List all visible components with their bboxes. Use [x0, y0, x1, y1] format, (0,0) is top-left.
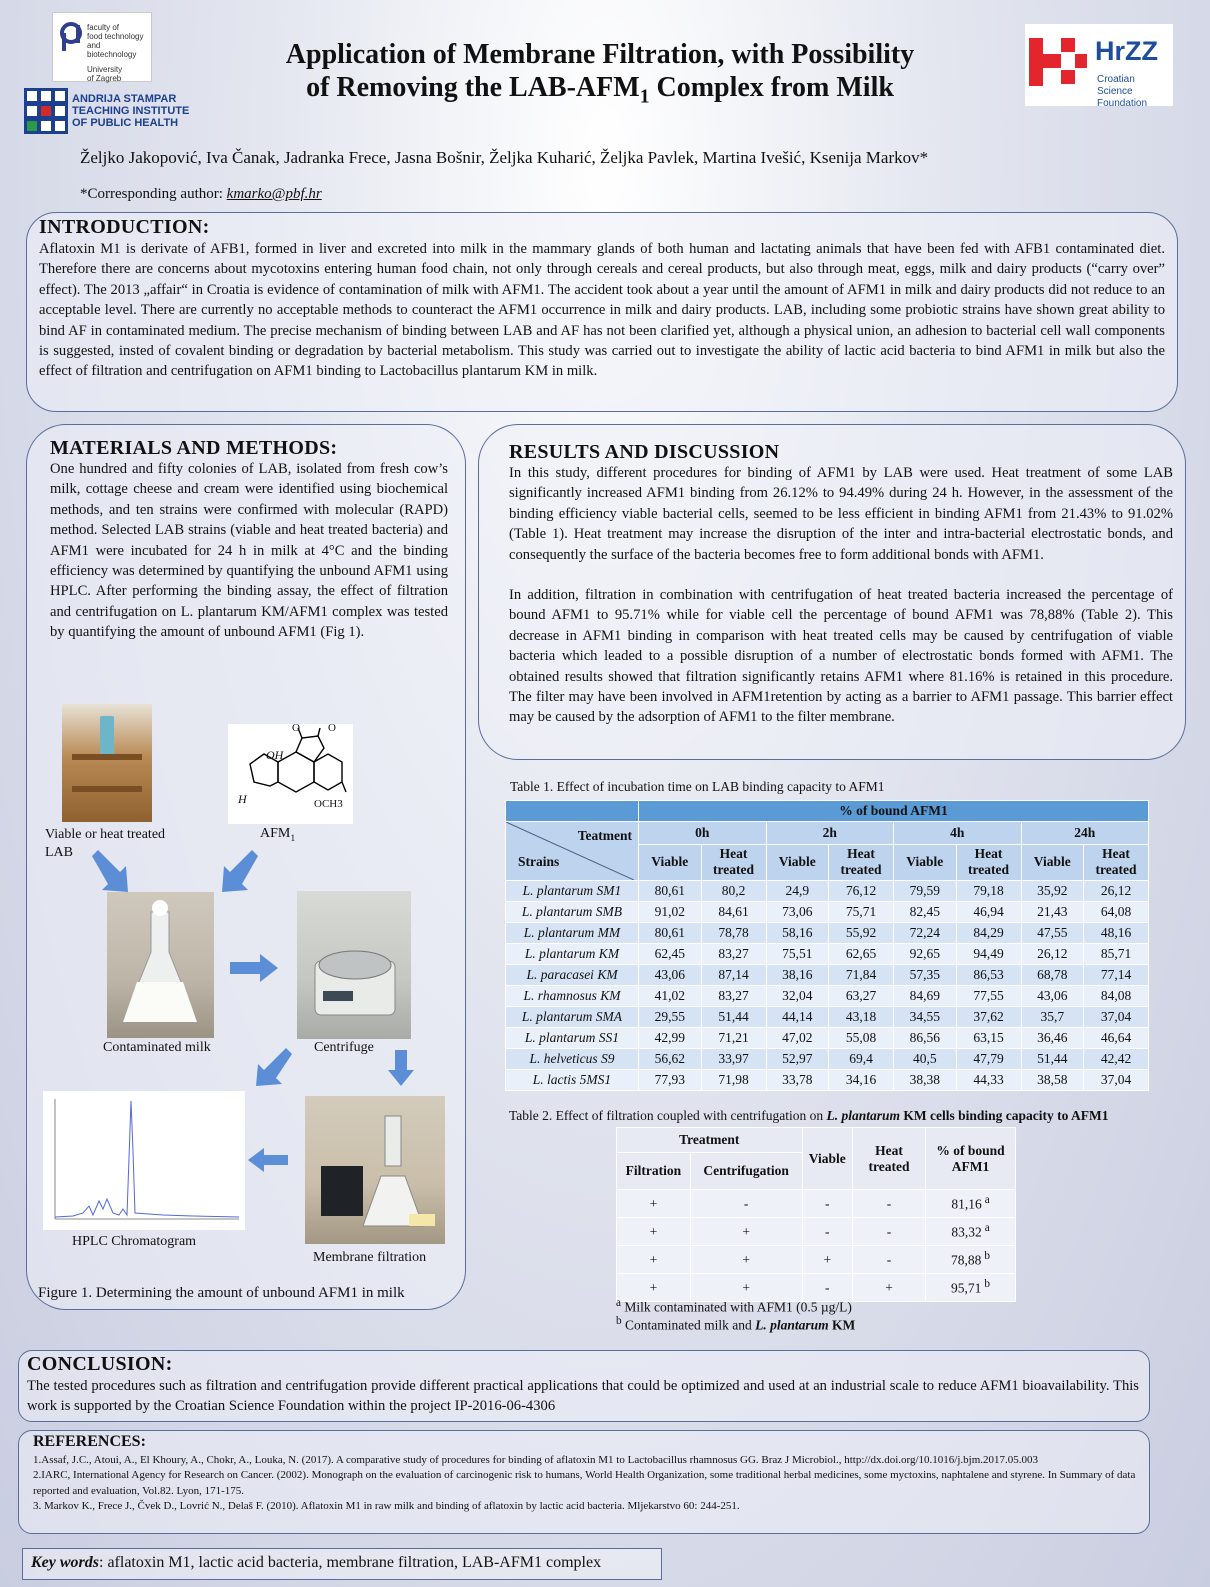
value-cell: 94,49	[956, 944, 1021, 965]
value-cell: 71,98	[701, 1070, 766, 1091]
value-cell: 46,94	[956, 902, 1021, 923]
stampar-line3: OF PUBLIC HEALTH	[72, 117, 179, 129]
value-cell: 84,29	[956, 923, 1021, 944]
conclusion-title: CONCLUSION:	[27, 1353, 173, 1375]
value-cell: 48,16	[1084, 923, 1149, 944]
value-cell: 38,38	[894, 1070, 957, 1091]
strain-cell: L. paracasei KM	[506, 965, 639, 986]
value-cell: 87,14	[701, 965, 766, 986]
struct-oh: OH	[266, 748, 284, 762]
value-cell: 42,42	[1084, 1049, 1149, 1070]
t2-centrifugation: Centrifugation	[690, 1153, 802, 1190]
value-cell: 47,55	[1021, 923, 1084, 944]
treatment-cell: -	[802, 1190, 852, 1218]
title-line1: Application of Membrane Filtration, with Possibility	[285, 39, 915, 70]
value-cell: 51,44	[1021, 1049, 1084, 1070]
strain-cell: L. plantarum SM1	[506, 881, 639, 902]
strain-cell: L. helveticus S9	[506, 1049, 639, 1070]
value-cell: 63,15	[956, 1028, 1021, 1049]
subheader-heat-treated: Heat treated	[829, 844, 894, 880]
value-cell: 37,62	[956, 1007, 1021, 1028]
strain-cell: L. plantarum SMB	[506, 902, 639, 923]
table2-caption: Table 2. Effect of filtration coupled with centrifugation on L. plantarum KM cells binding capacity to AFM1	[509, 1108, 1109, 1123]
value-cell: 82,45	[894, 902, 957, 923]
treatment-cell: +	[853, 1274, 926, 1302]
table-row	[506, 902, 1149, 923]
hrzz-logo	[1025, 24, 1173, 109]
centrifuge-label: Centrifuge	[314, 1040, 374, 1055]
strain-cell: L. rhamnosus KM	[506, 986, 639, 1007]
value-cell: 86,53	[956, 965, 1021, 986]
figure-caption: Figure 1. Determining the amount of unbound AFM1 in milk	[38, 1285, 405, 1301]
value-cell: 83,27	[701, 944, 766, 965]
value-cell: 69,4	[829, 1049, 894, 1070]
value-cell: 52,97	[766, 1049, 829, 1070]
title-line2: of Removing the LAB-$AFM_1$ Complex from Milk	[306, 72, 894, 108]
membrane-label: Membrane filtration	[313, 1250, 427, 1265]
value-cell: 46,64	[1084, 1028, 1149, 1049]
value-cell: 34,55	[894, 1007, 957, 1028]
hrzz-line1: Croatian Science	[1097, 74, 1135, 97]
value-cell: 71,21	[701, 1028, 766, 1049]
table-row	[506, 965, 1149, 986]
strain-cell: L. plantarum KM	[506, 944, 639, 965]
subheader-heat-treated: Heat treated	[956, 844, 1021, 880]
hrzz-emblem-icon	[1029, 34, 1089, 94]
table-row	[506, 923, 1149, 944]
value-cell: 42,99	[639, 1028, 702, 1049]
value-cell: 84,61	[701, 902, 766, 923]
keywords-box	[22, 1548, 662, 1580]
time-4h: 4h	[894, 822, 1022, 845]
time-2h: 2h	[766, 822, 894, 845]
treatment-cell: -	[853, 1218, 926, 1246]
value-cell: 55,08	[829, 1028, 894, 1049]
value-cell: 55,92	[829, 923, 894, 944]
t2-bound: % of bound AFM1	[926, 1128, 1016, 1190]
value-cell: 40,5	[894, 1049, 957, 1070]
table2	[616, 1127, 1016, 1302]
value-cell: 41,02	[639, 986, 702, 1007]
methods-title: MATERIALS AND METHODS:	[50, 437, 338, 459]
table-row	[617, 1218, 1016, 1246]
arrow-right-icon	[230, 954, 278, 982]
value-cell: 78,78	[701, 923, 766, 944]
ref-2: 2.IARC, International Agency for Research on Cancer. (2002). Monograph on the evaluation of carcinogenic risk to humans, World Health Organization, some traditional herbal medicines, some myctoxins, naphtalene and styrene. In Summary of data reported and evaluation, Vol.82. Lyon, 171-175.	[33, 1469, 1136, 1497]
value-cell: 34,16	[829, 1070, 894, 1091]
strain-cell: L. plantarum MM	[506, 923, 639, 944]
centrifuge-photo	[297, 891, 411, 1039]
value-cell: 43,06	[639, 965, 702, 986]
treatment-cell: +	[617, 1246, 691, 1274]
t2-viable: Viable	[802, 1128, 852, 1190]
table-row	[506, 1070, 1149, 1091]
table1-caption: Table 1. Effect of incubation time on LAB binding capacity to AFM1	[510, 779, 885, 794]
value-cell: 26,12	[1021, 944, 1084, 965]
afm1-structure	[228, 724, 353, 824]
value-cell: 64,08	[1084, 902, 1149, 923]
milk-label: Contaminated milk	[103, 1040, 211, 1055]
corresponding-author: *Corresponding author: kmarko@pbf.hr	[80, 186, 322, 202]
value-cell: 84,69	[894, 986, 957, 1007]
table-row	[506, 944, 1149, 965]
value-cell: 77,93	[639, 1070, 702, 1091]
value-cell: 85,71	[1084, 944, 1149, 965]
stampar-line2: TEACHING INSTITUTE	[72, 105, 190, 117]
chromatogram-plot	[43, 1091, 245, 1230]
t2-heat: Heat treated	[853, 1128, 926, 1190]
references-box	[18, 1430, 1150, 1534]
value-cell: 33,78	[766, 1070, 829, 1091]
value-cell: 73,06	[766, 902, 829, 923]
references-title: REFERENCES:	[33, 1433, 146, 1450]
hrzz-wordmark: HrZZ	[1095, 36, 1158, 66]
arrow-down-left-icon	[218, 850, 258, 894]
value-cell: 24,9	[766, 881, 829, 902]
value-cell: 80,2	[701, 881, 766, 902]
treatment-cell: -	[802, 1274, 852, 1302]
bound-cell: 78,88 $^b$	[926, 1246, 1016, 1274]
value-cell: 35,92	[1021, 881, 1084, 902]
treatment-cell: +	[690, 1274, 802, 1302]
conclusion-text: The tested procedures such as filtration and centrifugation provide different practical applications that could be optimized and used at an industrial scale to reduce AFM1 bioavailability. This work is supported by the Croatian Science Foundation within the project IP-2016-06-4306	[27, 1378, 1139, 1415]
value-cell: 37,04	[1084, 1070, 1149, 1091]
keywords-label: Key words	[31, 1554, 99, 1571]
struct-o1: O	[292, 722, 300, 734]
treatment-cell: +	[617, 1274, 691, 1302]
strain-cell: L. plantarum SMA	[506, 1007, 639, 1028]
afm1-label: $AFM_1$	[260, 826, 296, 844]
bound-cell: 83,32 $^a$	[926, 1218, 1016, 1246]
struct-h: H	[238, 792, 247, 806]
value-cell: 79,59	[894, 881, 957, 902]
treatment-cell: -	[853, 1246, 926, 1274]
arrow-down-left-icon-2	[252, 1048, 292, 1088]
treatment-cell: -	[690, 1190, 802, 1218]
filtration-icon	[305, 1096, 445, 1244]
treatment-cell: +	[617, 1190, 691, 1218]
value-cell: 43,06	[1021, 986, 1084, 1007]
subheader-viable: Viable	[766, 844, 829, 880]
pbf-line3: and biotechnology	[87, 41, 137, 59]
table-row	[506, 881, 1149, 902]
value-cell: 62,65	[829, 944, 894, 965]
value-cell: 36,46	[1021, 1028, 1084, 1049]
lab-photo	[62, 704, 152, 822]
treatment-cell: -	[853, 1190, 926, 1218]
treatment-cell: +	[690, 1218, 802, 1246]
t2-filtration: Filtration	[617, 1153, 691, 1190]
value-cell: 21,43	[1021, 902, 1084, 923]
time-24h: 24h	[1021, 822, 1149, 845]
arrow-left-icon	[248, 1148, 288, 1172]
table2-footnote-a: $^a$ Milk contaminated with AFM1 (0.5 µg/L)	[616, 1297, 852, 1315]
table-row	[506, 1028, 1149, 1049]
value-cell: 43,18	[829, 1007, 894, 1028]
hplc-chromatogram	[43, 1091, 245, 1230]
arrow-down-right-icon	[92, 850, 132, 894]
subheader-viable: Viable	[639, 844, 702, 880]
results-title: RESULTS AND DISCUSSION	[509, 441, 780, 463]
value-cell: 77,55	[956, 986, 1021, 1007]
milk-photo	[107, 892, 214, 1038]
introduction-title: INTRODUCTION:	[39, 216, 210, 238]
pbf-logo	[52, 12, 152, 82]
poster-title	[190, 38, 1010, 114]
bound-cell: 95,71 $^b$	[926, 1274, 1016, 1302]
email-link[interactable]: kmarko@pbf.hr	[226, 186, 322, 202]
arrow-down-icon	[388, 1050, 414, 1086]
time-0h: 0h	[639, 822, 767, 845]
value-cell: 44,33	[956, 1070, 1021, 1091]
subheader-heat-treated: Heat treated	[701, 844, 766, 880]
value-cell: 37,04	[1084, 1007, 1149, 1028]
value-cell: 80,61	[639, 923, 702, 944]
value-cell: 51,44	[701, 1007, 766, 1028]
value-cell: 91,02	[639, 902, 702, 923]
subheader-viable: Viable	[1021, 844, 1084, 880]
results-box	[478, 424, 1186, 760]
value-cell: 32,04	[766, 986, 829, 1007]
table-row	[506, 1007, 1149, 1028]
ref-3: 3. Markov K., Frece J., Čvek D., Lovrić N., Delaš F. (2010). Aflatoxin M1 in raw milk and binding of aflatoxin by lactic acid bacteria. Mljekarstvo 60: 244-251.	[33, 1500, 740, 1513]
value-cell: 80,61	[639, 881, 702, 902]
hplc-label: HPLC Chromatogram	[72, 1234, 197, 1249]
authors: Željko Jakopović, Iva Čanak, Jadranka Frece, Jasna Bošnir, Željka Kuharić, Željka Pavlek, Martina Ivešić, Ksenija Markov*	[80, 148, 929, 167]
subheader-heat-treated: Heat treated	[1084, 844, 1149, 880]
value-cell: 38,16	[766, 965, 829, 986]
flask-icon	[107, 892, 214, 1038]
introduction-text: Aflatoxin M1 is derivate of AFB1, formed in liver and excreted into milk in the mammary glands of both human and lactating animals that have been fed with AFB1 contaminated diet. Therefore there are concerns about mycotoxins entering human food chain, not only through cereals and cereal products, but also through meat, eggs, milk and dairy products (“carry over” effect). The 2013 „affair“ in Croatia is evidence of contamination of milk with AFM1. The accident took about a year until the amount of AFM1 in milk and dairy products did not reduce to an acceptable level. There are currently no acceptable methods to counteract the AFM1 occurrence in milk and dairy products. LAB, including some probiotic strains have shown great ability to bind AF in contaminated medium. The precise mechanism of binding between LAB and AF has not been clarified yet, although a physical union, an adhesion to bacterial cell wall components is suggested, insted of covalent binding or degradation by bacterial metabolism. This study was carried out to investigate the ability of lactic acid bacteria to bind AFM1 in milk but also the effect of filtration and centrifugation on AFM1 binding to Lactobacillus plantarum KM in milk.	[39, 241, 1165, 380]
value-cell: 35,7	[1021, 1007, 1084, 1028]
keywords-text: : aflatoxin M1, lactic acid bacteria, membrane filtration, LAB-AFM1 complex	[99, 1554, 602, 1571]
table-row	[617, 1190, 1016, 1218]
results-para1: In this study, different procedures for binding of AFM1 by LAB were used. Heat treatment of some LAB significantly increased AFM1 binding from 26.12% to 94.49% during 24 h. However, in the assessment of the binding efficiency viable bacterial cells, seemed to be less efficient in binding AFM1 from 21.43% to 91.02% (Table 1). Heat treatment may increase the disruption of the inter and intra-bacterial electrostatic bonds, and consequently the surface of the bacteria becomes free to form additional bonds with AFM1.	[509, 465, 1173, 563]
value-cell: 79,18	[956, 881, 1021, 902]
value-cell: 56,62	[639, 1049, 702, 1070]
introduction-box	[26, 212, 1178, 412]
struct-o2: O	[328, 722, 336, 734]
value-cell: 92,65	[894, 944, 957, 965]
conclusion-box	[18, 1350, 1150, 1422]
hrzz-line2: Foundation	[1097, 98, 1148, 109]
treatment-cell: +	[690, 1246, 802, 1274]
ref-1: 1.Assaf, J.C., Atoui, A., El Khoury, A., Chokr, A., Louka, N. (2017). A comparative study of procedures for binding of aflatoxin M1 to Lactobacillus rhamnosus GG. Braz J Microbiol., http://dx.doi.org/10.1016/j.bjm.2017.05.003	[33, 1454, 1039, 1466]
table-row	[506, 986, 1149, 1007]
t2-treatment: Treatment	[617, 1128, 803, 1153]
value-cell: 75,51	[766, 944, 829, 965]
lab-label: Viable or heat treated LAB	[45, 827, 166, 860]
membrane-photo	[305, 1096, 445, 1244]
treatment-cell: +	[802, 1246, 852, 1274]
value-cell: 68,78	[1021, 965, 1084, 986]
value-cell: 77,14	[1084, 965, 1149, 986]
pbf-line1: faculty of	[87, 23, 120, 32]
table1	[505, 800, 1149, 1091]
value-cell: 33,97	[701, 1049, 766, 1070]
treatment-cell: +	[617, 1218, 691, 1246]
value-cell: 29,55	[639, 1007, 702, 1028]
results-para2: In addition, filtration in combination with centrifugation of heat treated bacteria increased the percentage of bound AFM1 to 95.71% while for viable cell the percentage of bound AFM1 was 78,88% (Table 2). This decrease in AFM1 binding in comparison with heat treated cells may be caused by centrifugation of viable bacteria which leaded to a possible disruption of a number of electrostatic bonds formed with AFM1. The obtained results showed that filtration significantly retains AFM1 where 81.16% is retained in this procedure. The filter may have been involved in AFM1retention by acting as a barrier to AFM1 passage. This barrier effect may be caused by the adsorption of AFM1 to the filter membrane.	[509, 587, 1173, 726]
value-cell: 71,84	[829, 965, 894, 986]
value-cell: 75,71	[829, 902, 894, 923]
value-cell: 38,58	[1021, 1070, 1084, 1091]
value-cell: 47,02	[766, 1028, 829, 1049]
value-cell: 84,08	[1084, 986, 1149, 1007]
value-cell: 26,12	[1084, 881, 1149, 902]
pbf-line2: food technology	[87, 32, 144, 41]
table1-corner: Teatment Strains	[506, 822, 639, 881]
value-cell: 86,56	[894, 1028, 957, 1049]
subheader-viable: Viable	[894, 844, 957, 880]
value-cell: 62,45	[639, 944, 702, 965]
table2-footnote-b: $^b$ Contaminated milk and L. plantarum KM	[616, 1315, 856, 1333]
strain-cell: L. lactis 5MS1	[506, 1070, 639, 1091]
value-cell: 47,79	[956, 1049, 1021, 1070]
value-cell: 63,27	[829, 986, 894, 1007]
value-cell: 76,12	[829, 881, 894, 902]
strain-cell: L. plantarum SS1	[506, 1028, 639, 1049]
table-row	[617, 1246, 1016, 1274]
value-cell: 58,16	[766, 923, 829, 944]
value-cell: 72,24	[894, 923, 957, 944]
stampar-logo	[24, 88, 190, 136]
centrifuge-icon	[297, 891, 411, 1039]
value-cell: 57,35	[894, 965, 957, 986]
pbf-emblem-icon	[57, 21, 87, 55]
struct-och3: OCH3	[314, 798, 343, 810]
table-row	[506, 1049, 1149, 1070]
pbf-line5: of Zagreb	[87, 74, 122, 83]
value-cell: 44,14	[766, 1007, 829, 1028]
table1-group-header: % of bound AFM1	[639, 801, 1149, 822]
bound-cell: 81,16 $^a$	[926, 1190, 1016, 1218]
stampar-line1: ANDRIJA STAMPAR	[72, 93, 177, 105]
value-cell: 83,27	[701, 986, 766, 1007]
treatment-cell: -	[802, 1218, 852, 1246]
stampar-grid-icon	[24, 88, 68, 134]
methods-text: One hundred and fifty colonies of LAB, isolated from fresh cow’s milk, cottage cheese and cream were identified using biochemical methods, and ten strains were confirmed with molecular (RAPD) method. Selected LAB strains (viable and heat treated bacteria) and AFM1 were incubated for 24 h in milk at 4°C and the binding efficiency was determined by quantifying the unbound AFM1 using HPLC. After performing the binding assay, the effect of filtration and centrifugation on L. plantarum KM/AFM1 complex was tested by quantifying the amount of unbound AFM1 (Fig 1).	[50, 461, 448, 641]
pbf-line4: University	[87, 65, 123, 74]
